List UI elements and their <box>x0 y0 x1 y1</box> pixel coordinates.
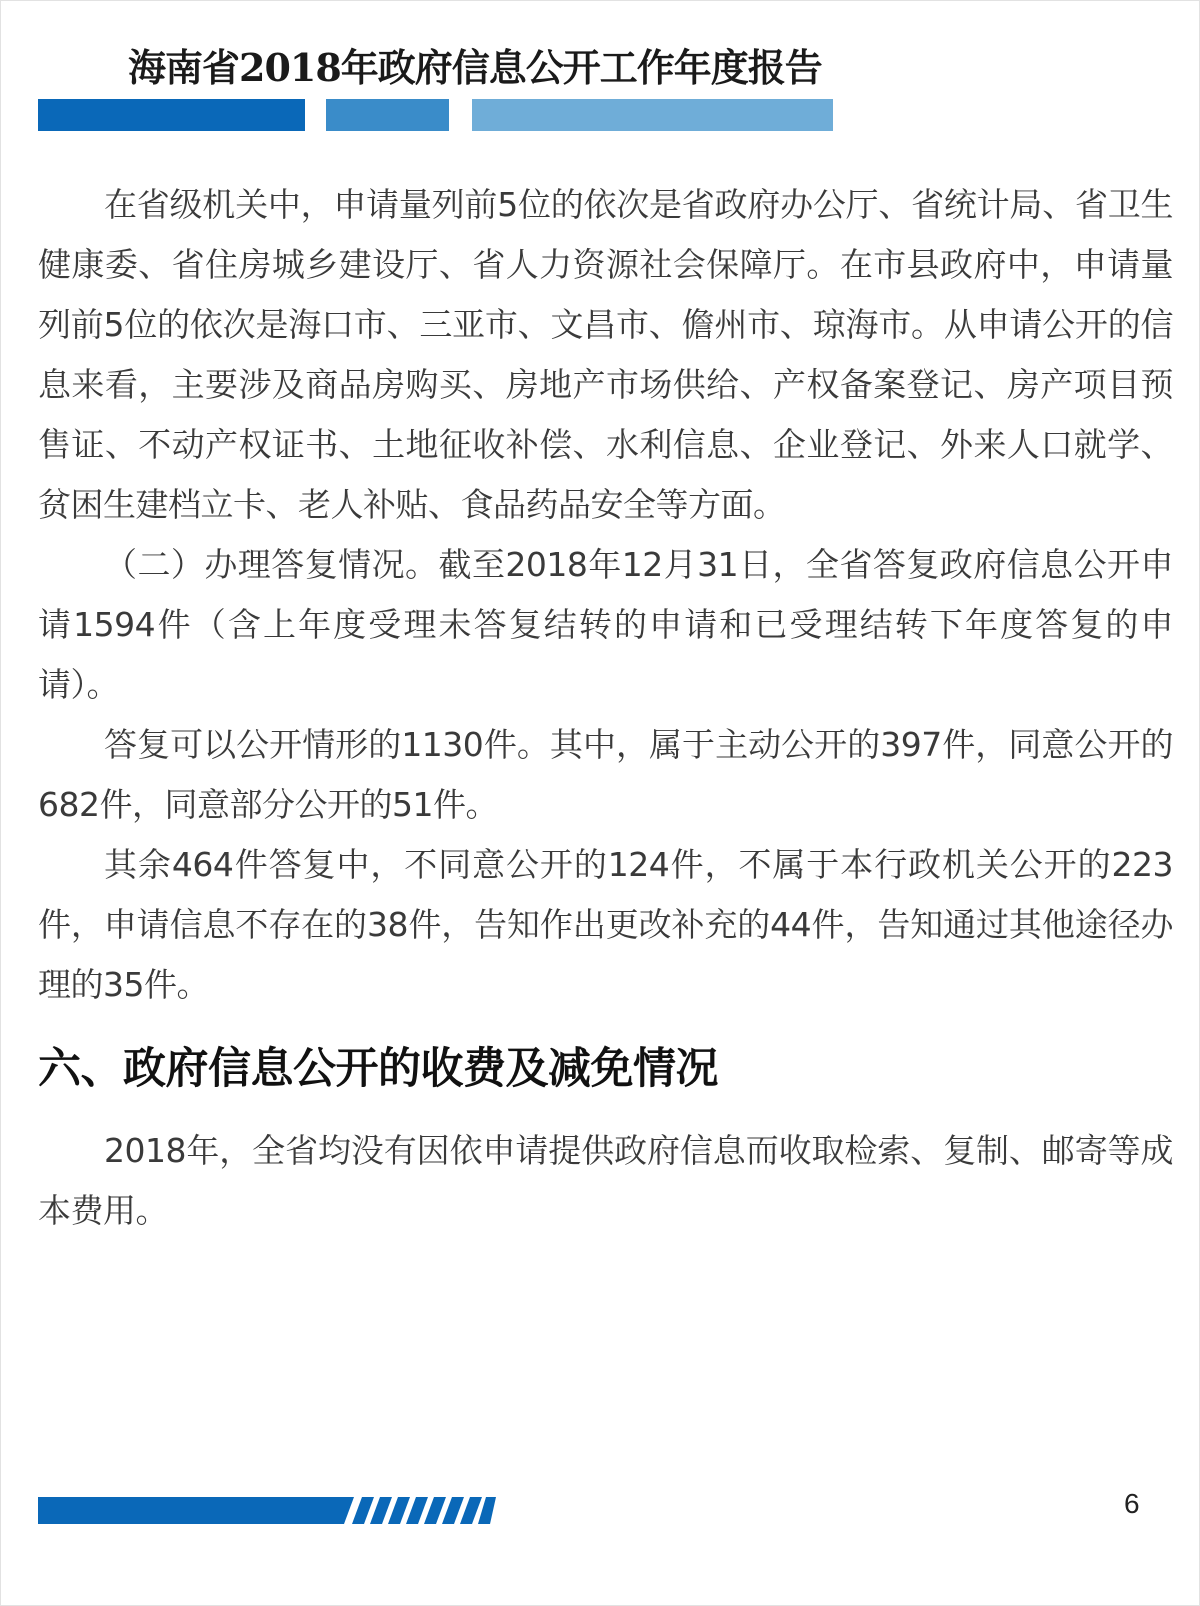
footer-stripe <box>478 1497 496 1524</box>
footer-bar-solid <box>38 1497 354 1524</box>
paragraph: 答复可以公开情形的1130件。其中，属于主动公开的397件，同意公开的682件，同意部分公开的51件。 <box>38 725 1173 824</box>
paragraph: （二）办理答复情况。截至2018年12月31日，全省答复政府信息公开申请1594件（含上年度受理未答复结转的申请和已受理结转下年度答复的申请）。 <box>38 545 1173 704</box>
section-heading: 六、政府信息公开的收费及减免情况 <box>38 1044 718 1094</box>
footer-stripe-bar <box>38 1497 496 1524</box>
paragraph: 2018年，全省均没有因依申请提供政府信息而收取检索、复制、邮寄等成本费用。 <box>38 1131 1173 1230</box>
header-bar-mid <box>326 99 449 131</box>
footer-stripe <box>388 1497 410 1524</box>
footer-stripe <box>406 1497 428 1524</box>
footer-stripe <box>460 1497 482 1524</box>
paragraph: 在省级机关中，申请量列前5位的依次是省政府办公厅、省统计局、省卫生健康委、省住房城乡建设厅、省人力资源社会保障厅。在市县政府中，申请量列前5位的依次是海口市、三亚市、文昌市、儋州市、琼海市。从申请公开的信息来看，主要涉及商品房购买、房地产市场供给、产权备案登记、房产项目预售证、不动产权证书、土地征收补偿、水利信息、企业登记、外来人口就学、贫困生建档立卡、老人补贴、食品药品安全等方面。 <box>38 185 1173 524</box>
document-title: 海南省2018年政府信息公开工作年度报告 <box>128 45 822 90</box>
header-bar-dark <box>38 99 305 131</box>
footer-stripe <box>424 1497 446 1524</box>
footer-stripe <box>352 1497 374 1524</box>
header-bar-light <box>472 99 833 131</box>
footer-stripe <box>442 1497 464 1524</box>
footer-stripe <box>370 1497 392 1524</box>
page-number: 6 <box>1124 1488 1140 1519</box>
paragraph: 其余464件答复中，不同意公开的124件，不属于本行政机关公开的223件，申请信息不存在的38件，告知作出更改补充的44件，告知通过其他途径办理的35件。 <box>38 845 1173 1004</box>
document-body <box>38 175 1173 1241</box>
